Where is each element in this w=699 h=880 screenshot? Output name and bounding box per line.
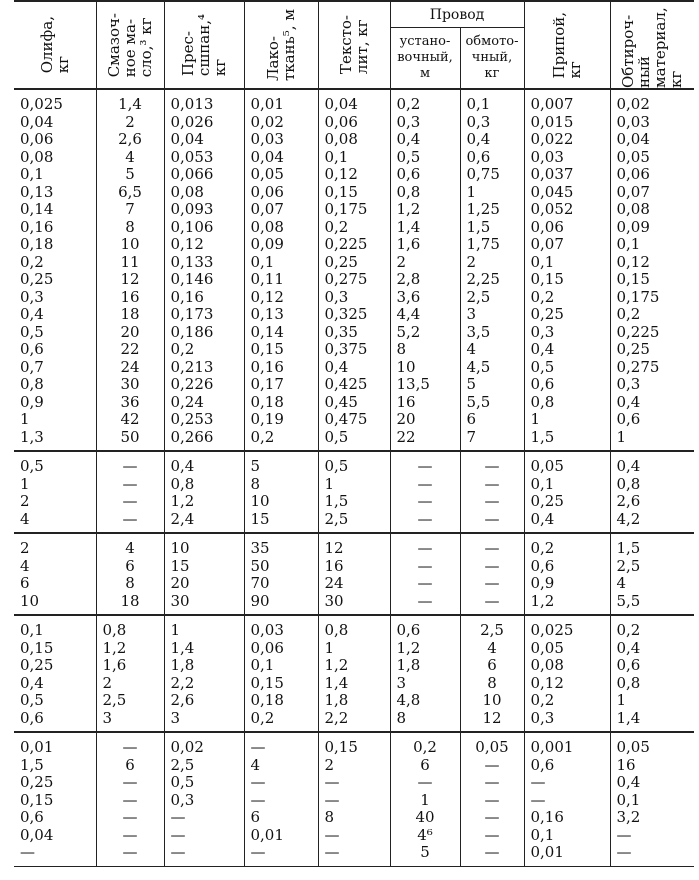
cell-varnished-cloth: 0,01 0,02 0,03 0,04 0,05 0,06 0,07 0,08 0,09 0,1 0,11 0,12 0,13 0,14 0,15 0,16 0,17 0,18 0,19 0,2 bbox=[250, 95, 284, 446]
header-varnished-cloth: Лако- ткань⁵, м bbox=[244, 1, 318, 89]
cell-textolite: 0,5 1 1,5 2,5 bbox=[324, 457, 349, 528]
header-textolite: Тексто- лит, кг bbox=[318, 1, 390, 89]
header-winding-wire: обмото- чный, кг bbox=[460, 28, 524, 89]
cell-textolite: 12 16 24 30 bbox=[324, 539, 344, 610]
cell-solder: 0,2 0,6 0,9 1,2 bbox=[530, 539, 555, 610]
cell-olifa: 0,1 0,15 0,25 0,4 0,5 0,6 bbox=[20, 621, 54, 727]
cell-solder: 0,025 0,05 0,08 0,12 0,2 0,3 bbox=[530, 621, 574, 727]
cell-pressboard: 0,02 2,5 0,5 0,3 — — — bbox=[170, 738, 204, 861]
table-section bbox=[14, 533, 694, 615]
cell-pressboard: 10 15 20 30 bbox=[170, 539, 190, 610]
cell-winding-wire: — — — — bbox=[484, 539, 500, 610]
cell-olifa: 0,025 0,04 0,06 0,08 0,1 0,13 0,14 0,16 0,18 0,2 0,25 0,3 0,4 0,5 0,6 0,7 0,8 0,9 1 1,3 bbox=[20, 95, 63, 446]
table-section bbox=[14, 732, 694, 866]
cell-solder: 0,05 0,1 0,25 0,4 bbox=[530, 457, 564, 528]
cell-winding-wire: 0,1 0,3 0,4 0,6 0,75 1 1,25 1,5 1,75 2 2,25 2,5 3 3,5 4 4,5 5 5,5 6 7 bbox=[466, 95, 500, 446]
cell-olifa: 0,01 1,5 0,25 0,15 0,6 0,04 — bbox=[20, 738, 54, 861]
cell-pressboard: 1 1,4 1,8 2,2 2,6 3 bbox=[170, 621, 195, 727]
cell-installation-wire: 0,2 0,3 0,4 0,5 0,6 0,8 1,2 1,4 1,6 2 2,8 3,6 4,4 5,2 8 10 13,5 16 20 22 bbox=[396, 95, 430, 446]
cell-winding-wire: 2,5 4 6 8 10 12 bbox=[480, 621, 504, 727]
cell-wiping-material: 1,5 2,5 4 5,5 bbox=[616, 539, 641, 610]
cell-lubricating-oil: 0,8 1,2 1,6 2 2,5 3 bbox=[102, 621, 127, 727]
cell-lubricating-oil: — — — — bbox=[122, 457, 138, 528]
cell-installation-wire: 0,6 1,2 1,8 3 4,8 8 bbox=[396, 621, 421, 727]
cell-solder: 0,001 0,6 — — 0,16 0,1 0,01 bbox=[530, 738, 574, 861]
cell-winding-wire: 0,05 — — — — — — bbox=[475, 738, 509, 861]
cell-lubricating-oil: 1,4 2 2,6 4 5 6,5 7 8 10 11 12 16 18 20 22 24 30 36 42 50 bbox=[118, 95, 142, 446]
cell-lubricating-oil: — 6 — — — — — bbox=[122, 738, 138, 861]
header-wiping-material: Обтироч- ный материал, кг bbox=[610, 1, 694, 89]
table-section bbox=[14, 89, 694, 451]
cell-olifa: 2 4 6 10 bbox=[20, 539, 40, 610]
materials-table bbox=[14, 0, 694, 867]
cell-wiping-material: 0,05 16 0,4 0,1 3,2 — — bbox=[616, 738, 650, 861]
cell-textolite: 0,8 1 1,2 1,4 1,8 2,2 bbox=[324, 621, 349, 727]
cell-pressboard: 0,4 0,8 1,2 2,4 bbox=[170, 457, 195, 528]
cell-installation-wire: — — — — bbox=[417, 457, 433, 528]
header-lubricating-oil: Смазоч- ное ма- сло,³ кг bbox=[96, 1, 164, 89]
cell-olifa: 0,5 1 2 4 bbox=[20, 457, 44, 528]
cell-lubricating-oil: 4 6 8 18 bbox=[120, 539, 140, 610]
cell-winding-wire: — — — — bbox=[484, 457, 500, 528]
cell-wiping-material: 0,2 0,4 0,6 0,8 1 1,4 bbox=[616, 621, 641, 727]
cell-installation-wire: 0,2 6 — 1 40 4⁶ 5 bbox=[413, 738, 437, 861]
cell-installation-wire: — — — — bbox=[417, 539, 433, 610]
cell-pressboard: 0,013 0,026 0,04 0,053 0,066 0,08 0,093 0,106 0,12 0,133 0,146 0,16 0,173 0,186 0,2 0,213 0,226 0,24 0,253 0,266 bbox=[170, 95, 214, 446]
cell-textolite: 0,15 2 — — 8 — — bbox=[324, 738, 358, 861]
header-installation-wire: устано- вочный, м bbox=[390, 28, 460, 89]
cell-varnished-cloth: — 4 — — 6 0,01 — bbox=[250, 738, 284, 861]
cell-solder: 0,007 0,015 0,022 0,03 0,037 0,045 0,052 0,06 0,07 0,1 0,15 0,2 0,25 0,3 0,4 0,5 0,6 0,8 1 1,5 bbox=[530, 95, 574, 446]
cell-varnished-cloth: 35 50 70 90 bbox=[250, 539, 270, 610]
header-wire-group: Провод bbox=[390, 1, 524, 28]
cell-varnished-cloth: 0,03 0,06 0,1 0,15 0,18 0,2 bbox=[250, 621, 284, 727]
header-pressboard: Прес- сшпан,⁴ кг bbox=[164, 1, 244, 89]
cell-varnished-cloth: 5 8 10 15 bbox=[250, 457, 270, 528]
header-solder: Припой, кг bbox=[524, 1, 610, 89]
header-olifa: Олифа, кг bbox=[14, 1, 96, 89]
table-section bbox=[14, 451, 694, 533]
cell-wiping-material: 0,02 0,03 0,04 0,05 0,06 0,07 0,08 0,09 0,1 0,12 0,15 0,175 0,2 0,225 0,25 0,275 0,3 0,4 0,6 1 bbox=[616, 95, 660, 446]
table-section bbox=[14, 615, 694, 732]
cell-textolite: 0,04 0,06 0,08 0,1 0,12 0,15 0,175 0,2 0,225 0,25 0,275 0,3 0,325 0,35 0,375 0,4 0,425 0,45 0,475 0,5 bbox=[324, 95, 368, 446]
cell-wiping-material: 0,4 0,8 2,6 4,2 bbox=[616, 457, 641, 528]
